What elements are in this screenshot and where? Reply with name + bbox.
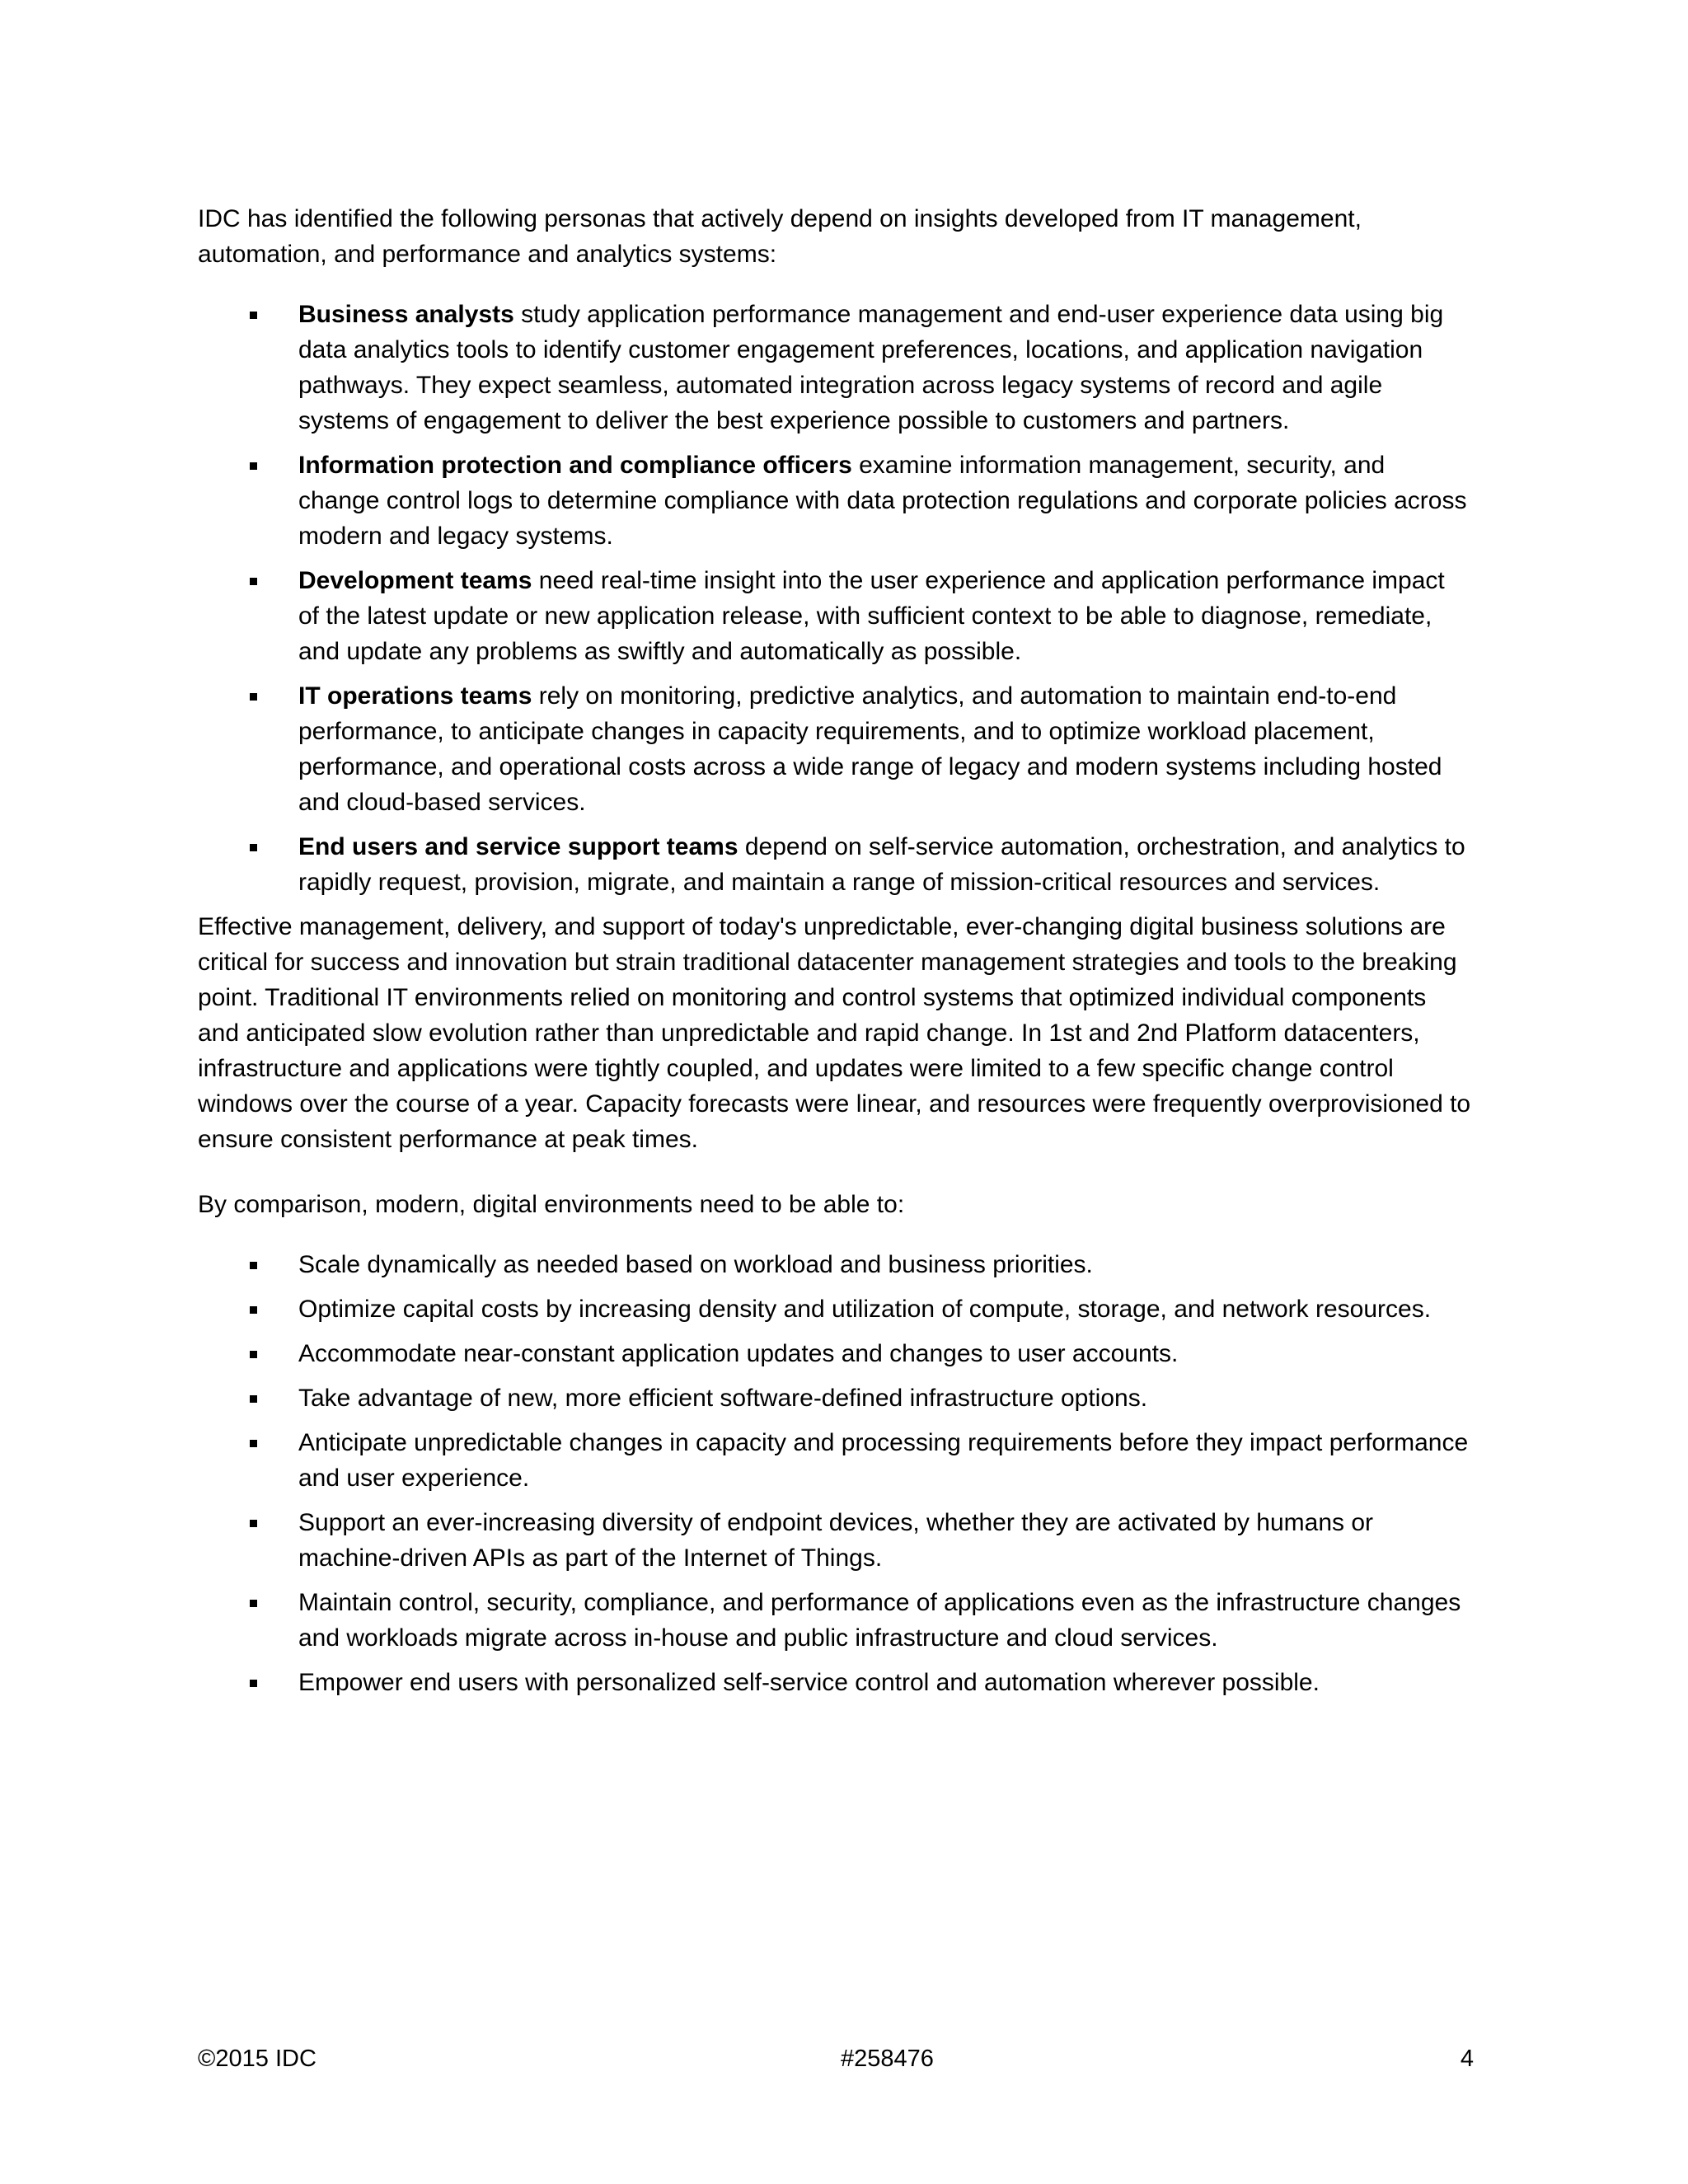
- bullet-icon: [250, 844, 257, 851]
- bullet-icon: [250, 1262, 257, 1269]
- bullet-icon: [250, 312, 257, 319]
- need-text: Empower end users with personalized self-service control and automation wherever possible.: [298, 1669, 1320, 1696]
- bullet-icon: [250, 462, 257, 470]
- persona-description: study application performance management and end-user experience data using big data analytics tools to identify customer engagement preferences, locations, and application navigation pathways. They expect seamless, automated integration across legacy systems of record and agile systems of engagement to deliver the best experience possible to customers and partners.: [298, 301, 1444, 434]
- persona-name: End users and service support teams: [298, 833, 738, 860]
- list-item: [198, 1380, 1471, 1416]
- persona-name: Development teams: [298, 567, 532, 594]
- bullet-icon: [250, 1440, 257, 1447]
- persona-name: Business analysts: [298, 301, 514, 328]
- persona-name: Information protection and compliance officers: [298, 452, 852, 479]
- persona-description: rely on monitoring, predictive analytics, and automation to maintain end-to-end performance, to anticipate changes in capacity requirements, and to optimize workload placement, performance, and operational costs across a wide range of legacy and modern systems including hosted and cloud-based services.: [298, 682, 1442, 816]
- list-item: [198, 1505, 1471, 1576]
- list-item: [198, 1665, 1471, 1700]
- bullet-icon: [250, 1306, 257, 1314]
- persona-name: IT operations teams: [298, 682, 532, 710]
- bullet-icon: [250, 693, 257, 701]
- persona-description: examine information management, security, and change control logs to determine compliance with data protection regulations and corporate policies across modern and legacy systems.: [298, 452, 1467, 550]
- need-text: Maintain control, security, compliance, and performance of applications even as the infrastructure changes and workloads migrate across in-house and public infrastructure and cloud services.: [298, 1589, 1461, 1652]
- bullet-icon: [250, 1351, 257, 1358]
- need-text: Take advantage of new, more efficient software-defined infrastructure options.: [298, 1385, 1148, 1412]
- document-page: [198, 201, 1471, 1709]
- list-item: [198, 829, 1471, 900]
- body-paragraph: Effective management, delivery, and support of today's unpredictable, ever-changing digital business solutions are critical for success and innovation but strain traditional datacenter management strategies and tools to the breaking point. Traditional IT environments relied on monitoring and control systems that optimized individual components and anticipated slow evolution rather than unpredictable and rapid change. In 1st and 2nd Platform datacenters, infrastructure and applications were tightly coupled, and updates were limited to a few specific change control windows over the course of a year. Capacity forecasts were linear, and resources were frequently overprovisioned to ensure consistent performance at peak times.: [198, 913, 1471, 1153]
- list-item: [198, 448, 1471, 554]
- list-item: [198, 1291, 1471, 1327]
- list-item: [198, 1425, 1471, 1496]
- list-item: [198, 1585, 1471, 1656]
- need-text: Optimize capital costs by increasing density and utilization of compute, storage, and network resources.: [298, 1296, 1432, 1323]
- needs-list: [198, 1247, 1471, 1700]
- bullet-icon: [250, 578, 257, 585]
- comparison-intro: By comparison, modern, digital environments need to be able to:: [198, 1191, 905, 1218]
- persona-description: need real-time insight into the user experience and application performance impact of the latest update or new application release, with sufficient context to be able to diagnose, remediate, and update any problems as swiftly and automatically as possible.: [298, 567, 1445, 665]
- document-number: #258476: [841, 2046, 934, 2072]
- list-item: [198, 563, 1471, 669]
- list-item: [198, 1247, 1471, 1282]
- need-text: Support an ever-increasing diversity of endpoint devices, whether they are activated by humans or machine-driven APIs as part of the Internet of Things.: [298, 1509, 1374, 1572]
- bullet-icon: [250, 1395, 257, 1403]
- bullet-icon: [250, 1680, 257, 1687]
- intro-paragraph: IDC has identified the following personas that actively depend on insights developed from IT management, automation, and performance and analytics systems:: [198, 205, 1362, 268]
- need-text: Scale dynamically as needed based on workload and business priorities.: [298, 1251, 1093, 1278]
- list-item: [198, 678, 1471, 820]
- need-text: Accommodate near-constant application updates and changes to user accounts.: [298, 1340, 1179, 1367]
- need-text: Anticipate unpredictable changes in capacity and processing requirements before they impact performance and user experience.: [298, 1429, 1469, 1492]
- copyright-text: ©2015 IDC: [198, 2046, 316, 2072]
- page-number: 4: [1460, 2046, 1474, 2072]
- bullet-icon: [250, 1520, 257, 1527]
- list-item: [198, 297, 1471, 438]
- list-item: [198, 1336, 1471, 1371]
- persona-description: depend on self-service automation, orchestration, and analytics to rapidly request, provision, migrate, and maintain a range of mission-critical resources and services.: [298, 833, 1465, 896]
- page-footer: [198, 2042, 1474, 2075]
- personas-list: [198, 297, 1471, 900]
- bullet-icon: [250, 1600, 257, 1607]
